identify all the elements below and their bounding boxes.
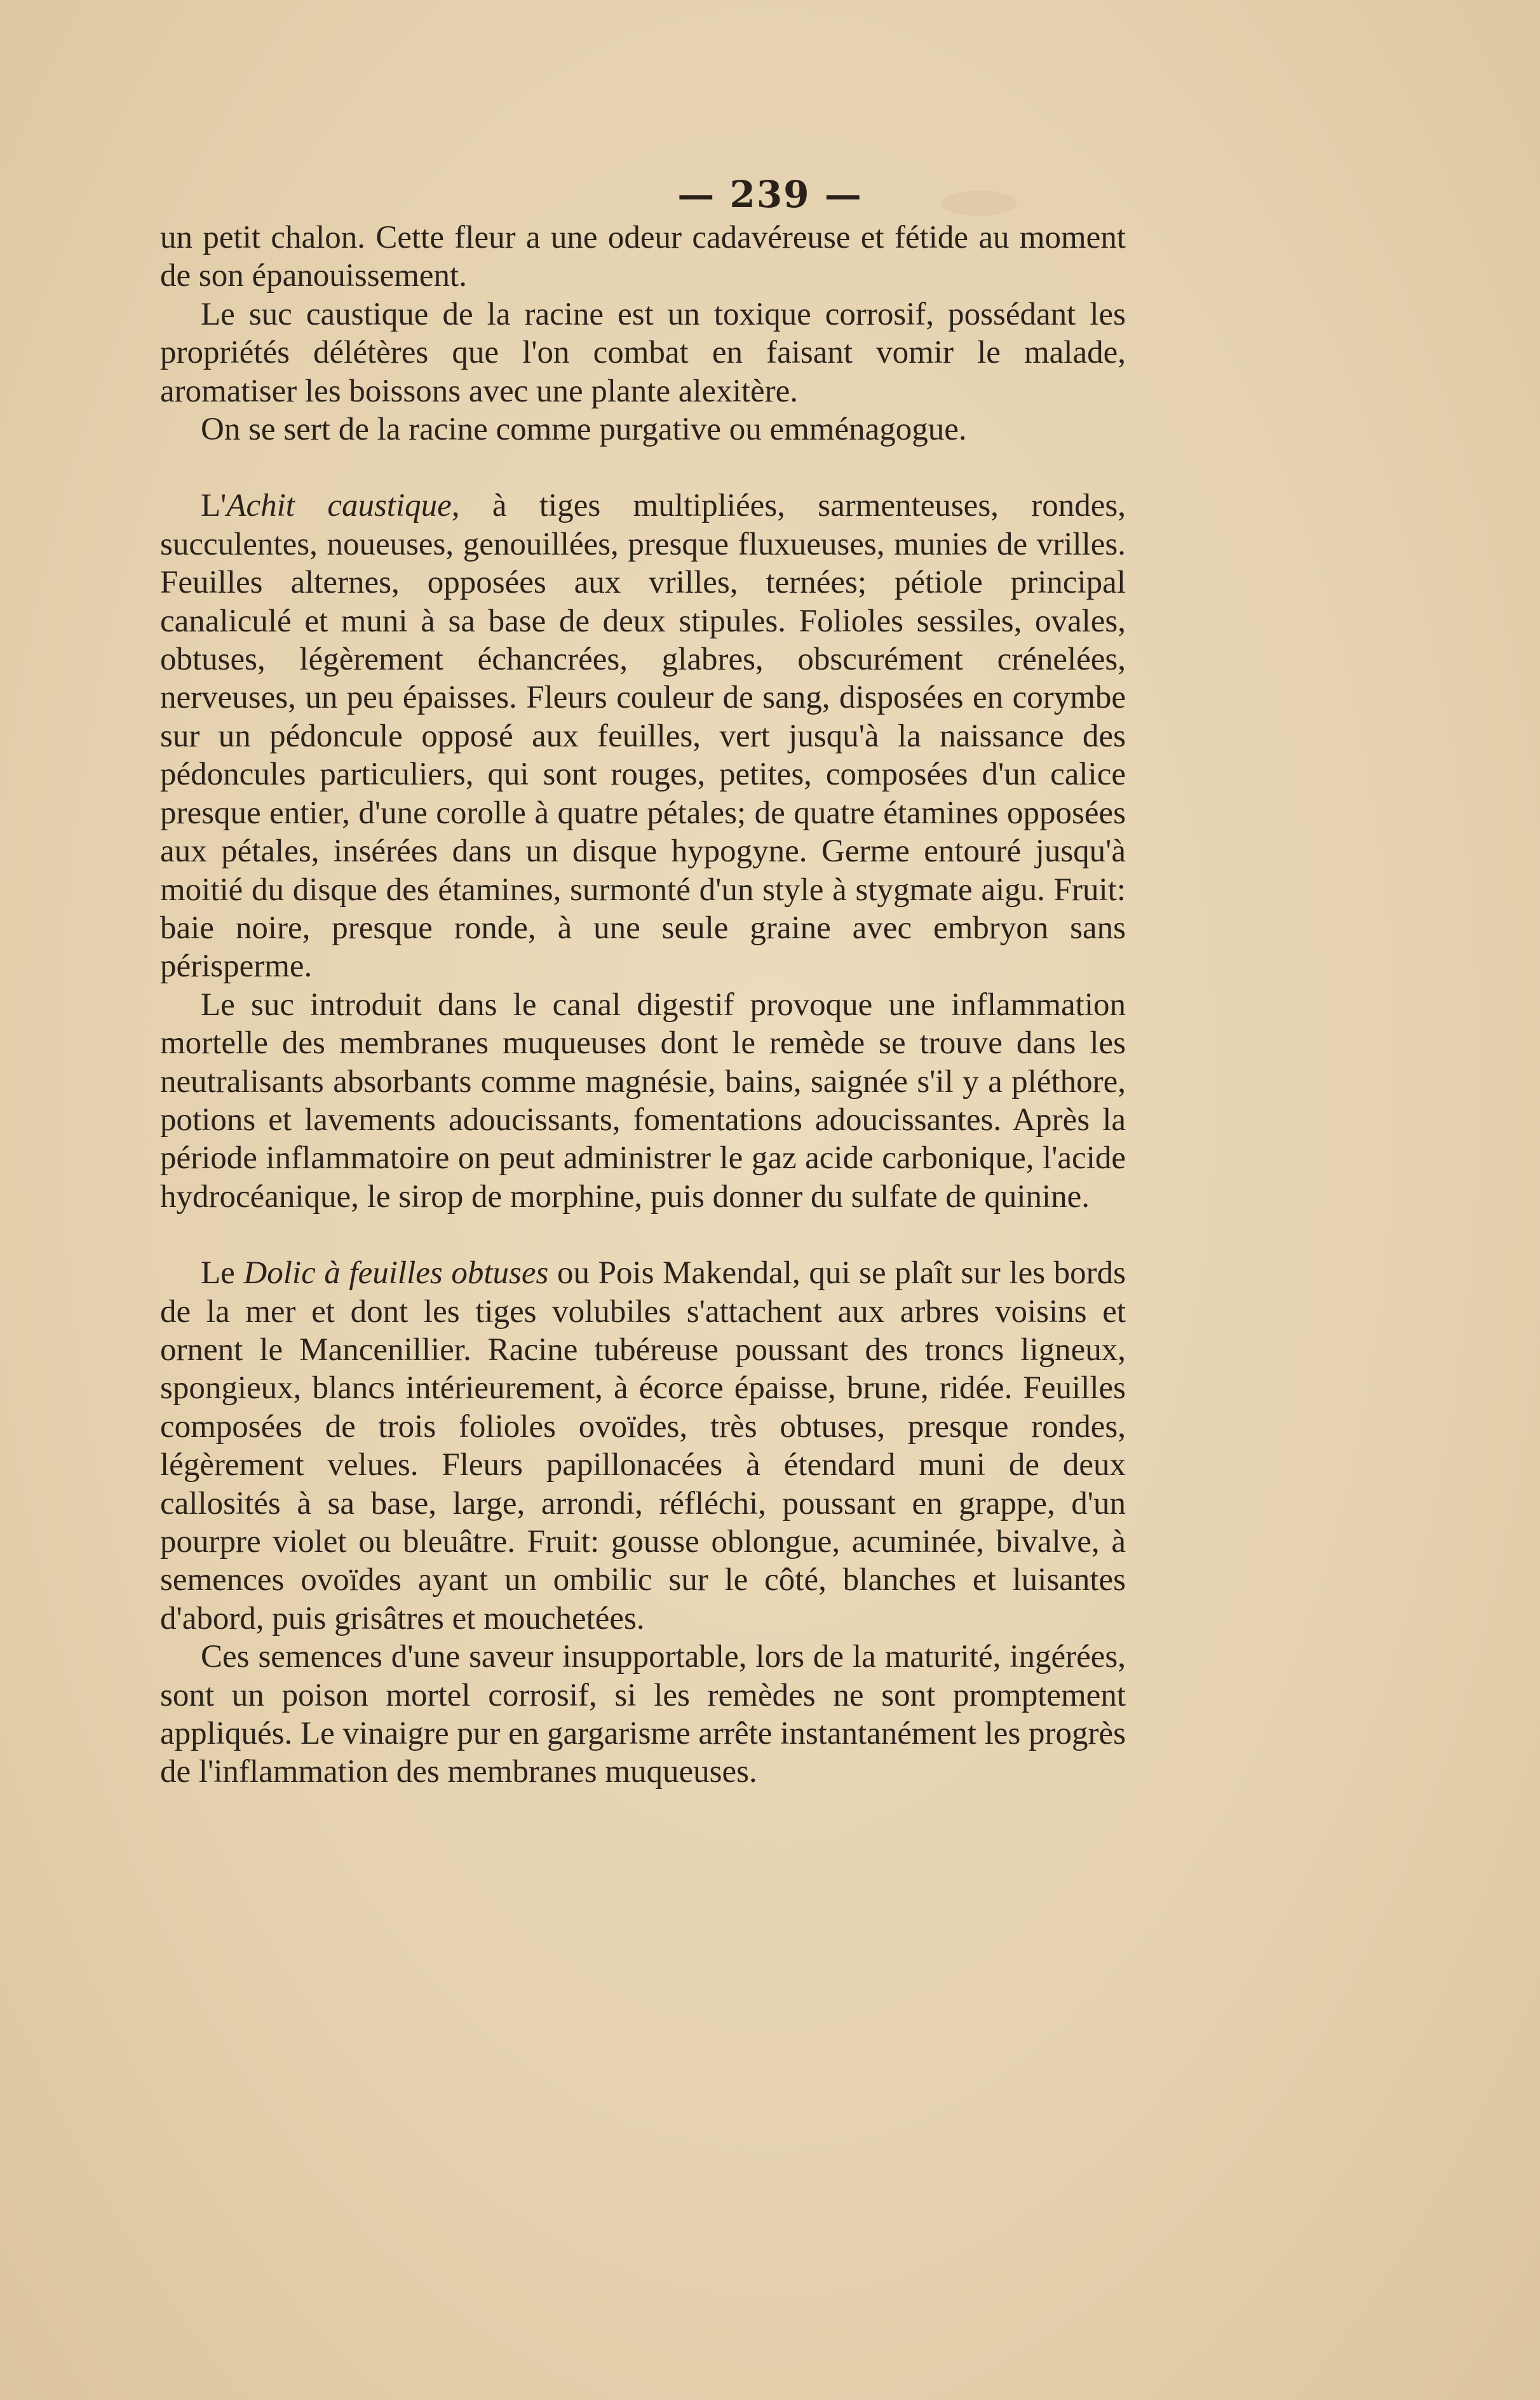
paragraph-2: Le suc caustique de la racine est un toxique corrosif, possédant les propriétés délétères que l'on combat en faisant vomir le malade, aromatiser les boissons avec une plante alexitère. <box>160 296 1126 409</box>
paragraph-achit-pre: L' <box>201 488 227 524</box>
plant-name-dolic: Dolic à feuilles obtuses <box>243 1255 549 1291</box>
section-gap <box>160 1216 1126 1254</box>
paragraph-1: un petit chalon. Cette fleur a une odeur cadavéreuse et fétide au moment de son épanouissement. <box>160 220 1126 294</box>
paragraph-dolic-post: ou Pois Makendal, qui se plaît sur les bords de la mer et dont les tiges volubiles s'attachent aux arbres voisins et ornent le Mancenillier. Racine tubéreuse poussant des troncs ligneux, spongieux, blancs intérieurement, à écorce épaisse, brune, ridée. Feuilles composées de trois folioles ovoïdes, très obtuses, presque rondes, légèrement velues. Fleurs papillonacées à étendard muni de deux callosités à sa base, large, arrondi, réfléchi, poussant en grappe, d'un pourpre violet ou bleuâtre. Fruit: gousse oblongue, acuminée, bivalve, à semences ovoïdes ayant un ombilic sur le côté, blanches et luisantes d'abord, puis grisâtres et mouchetées. <box>160 1255 1126 1636</box>
paragraph-3: On se sert de la racine comme purgative ou emménagogue. <box>201 412 967 448</box>
paragraph-dolic-pre: Le <box>201 1255 244 1291</box>
paragraph-achit <box>160 487 1126 985</box>
page-number: — 239 — <box>677 173 863 216</box>
paragraph-7: Ces semences d'une saveur insupportable, lors de la maturité, ingérées, sont un poison mortel corrosif, si les remèdes ne sont promptement appliqués. Le vinaigre pur en gargarisme arrête instantanément les progrès de l'inflammation des membranes muqueuses. <box>160 1639 1126 1790</box>
paragraph-achit-post: , à tiges multipliées, sarmenteuses, rondes, succulentes, noueuses, genouillées, presque fluxueuses, munies de vrilles. Feuilles alternes, opposées aux vrilles, ternées; pétiole principal canaliculé et muni à sa base de deux stipules. Folioles sessiles, ovales, obtuses, légèrement échancrées, glabres, obscurément crénelées, nerveuses, un peu épaisses. Fleurs couleur de sang, disposées en corymbe sur un pédoncule opposé aux feuilles, vert jusqu'à la naissance des pédoncules particuliers, qui sont rouges, petites, composées d'un calice presque entier, d'une corolle à quatre pétales; de quatre étamines opposées aux pétales, insérées dans un disque hypogyne. Germe entouré jusqu'à moitié du disque des étamines, surmonté d'un style à stygmate aigu. Fruit: baie noire, presque ronde, à une seule graine avec embryon sans périsperme. <box>160 488 1126 985</box>
body-text <box>160 219 1126 1791</box>
paragraph-dolic <box>160 1254 1126 1638</box>
paragraph-5: Le suc introduit dans le canal digestif provoque une inflammation mortelle des membranes muqueuses dont le remède se trouve dans les neutralisants absorbants comme magnésie, bains, saignée s'il y a pléthore, potions et lavements adoucissants, fomentations adoucissantes. Après la période inflammatoire on peut administrer le gaz acide carbonique, l'acide hydrocéanique, le sirop de morphine, puis donner du sulfate de quinine. <box>160 987 1126 1215</box>
plant-name-achit: Achit caustique <box>226 488 452 524</box>
section-gap <box>160 448 1126 487</box>
